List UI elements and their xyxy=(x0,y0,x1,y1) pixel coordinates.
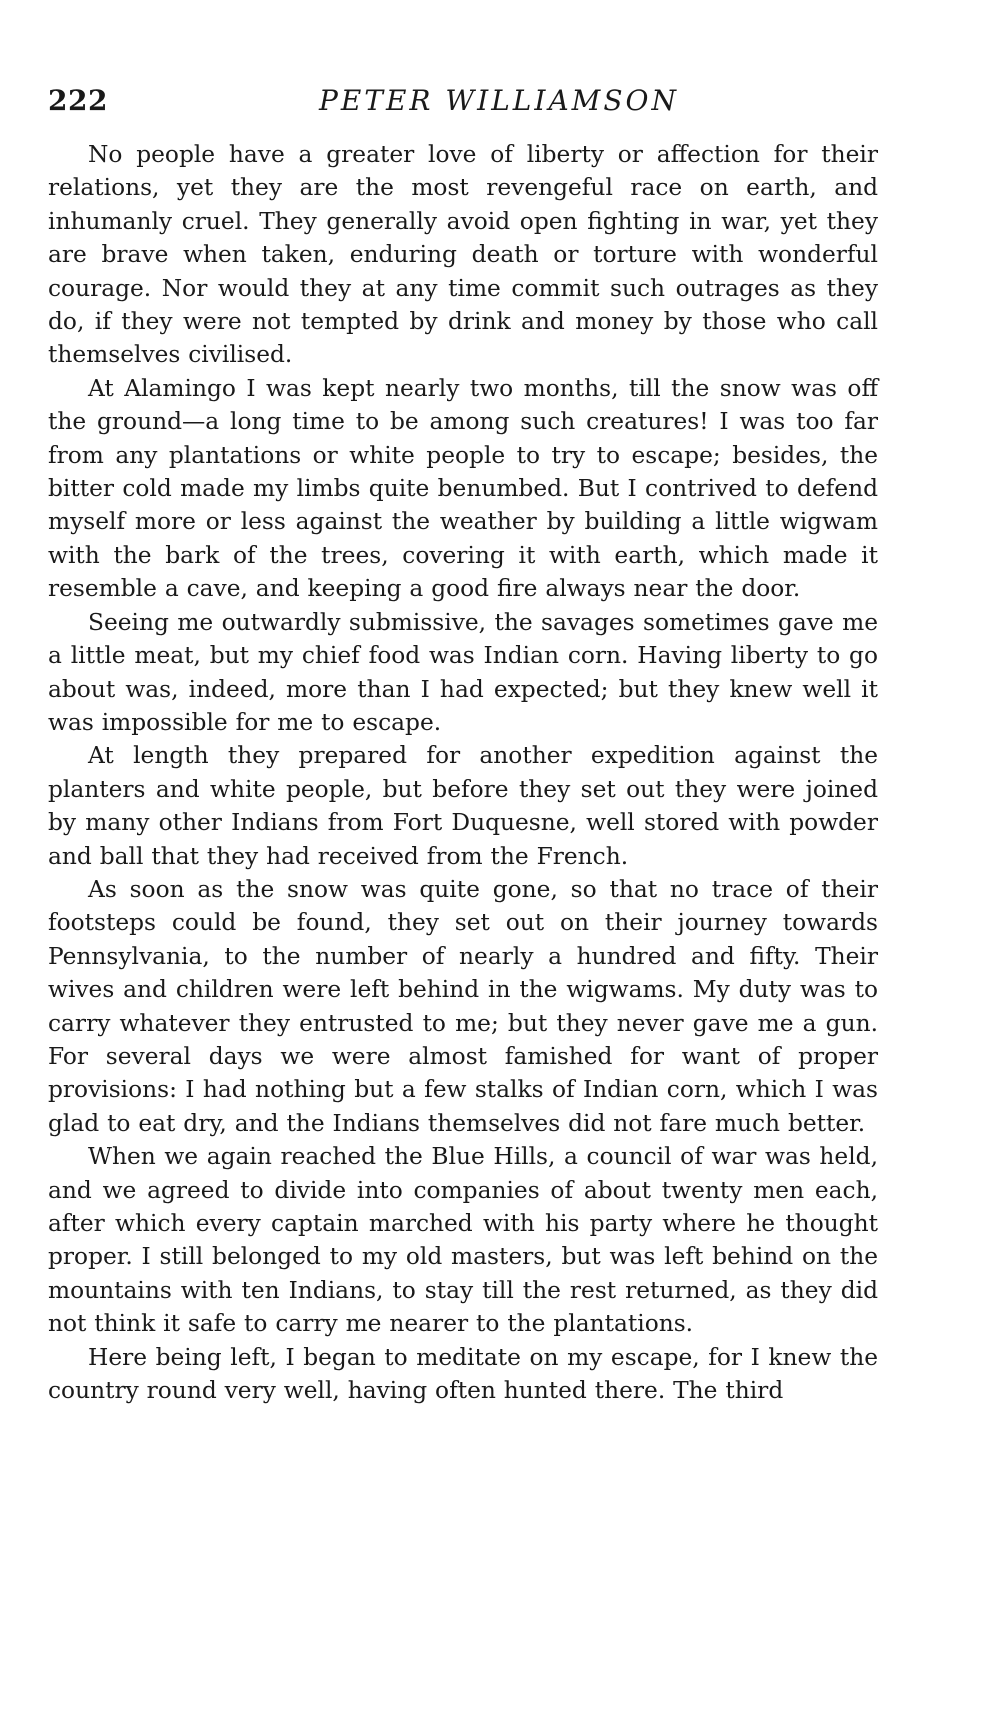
paragraph: At length they prepared for another expedition against the planters and white people, but before they set out they were joined by many other Indians from Fort Duquesne, well stored with powder and ball that they had received from the French. xyxy=(48,742,878,870)
paragraph: At Alamingo I was kept nearly two months, till the snow was off the ground—a long time to be among such creatures! I was too far from any plantations or white people to try to escape; besides, the bitter cold made my limbs quite benumbed. But I contrived to defend myself more or less against the weather by building a little wigwam with the bark of the trees, covering it with earth, which made it resemble a cave, and keeping a good fire always near the door. xyxy=(48,374,878,603)
running-title: PETER WILLIAMSON xyxy=(319,84,679,117)
paragraph: When we again reached the Blue Hills, a council of war was held, and we agreed to divide into companies of about twenty men each, after which every captain marched with his party where he thought proper. I still belonged to my old masters, but was left behind on the mountains with ten Indians, to stay till the rest returned, as they did not think it safe to carry me nearer to the plantations. xyxy=(48,1143,878,1338)
page-header xyxy=(48,84,950,124)
body-text xyxy=(48,138,878,1407)
paragraph: Seeing me outwardly submissive, the savages sometimes gave me a little meat, but my chief food was Indian corn. Having liberty to go about was, indeed, more than I had expected; but they knew well it was impossible for me to escape. xyxy=(48,608,878,736)
paragraph: No people have a greater love of liberty or affection for their relations, yet they are the most revengeful race on earth, and inhumanly cruel. They generally avoid open fighting in war, yet they are brave when taken, enduring death or torture with wonderful courage. Nor would they at any time commit such outrages as they do, if they were not tempted by drink and money by those who call themselves civilised. xyxy=(48,141,878,369)
paragraph: Here being left, I began to meditate on my escape, for I knew the country round very well, having often hunted there. The third xyxy=(48,1343,878,1405)
paragraph: As soon as the snow was quite gone, so that no trace of their footsteps could be found, they set out on their journey towards Pennsylvania, to the number of nearly a hundred and fifty. Their wives and children were left behind in the wigwams. My duty was to carry whatever they entrusted to me; but they never gave me a gun. For several days we were almost famished for want of proper provisions: I had nothing but a few stalks of Indian corn, which I was glad to eat dry, and the Indians themselves did not fare much better. xyxy=(48,875,878,1137)
page-number: 222 xyxy=(48,84,108,117)
